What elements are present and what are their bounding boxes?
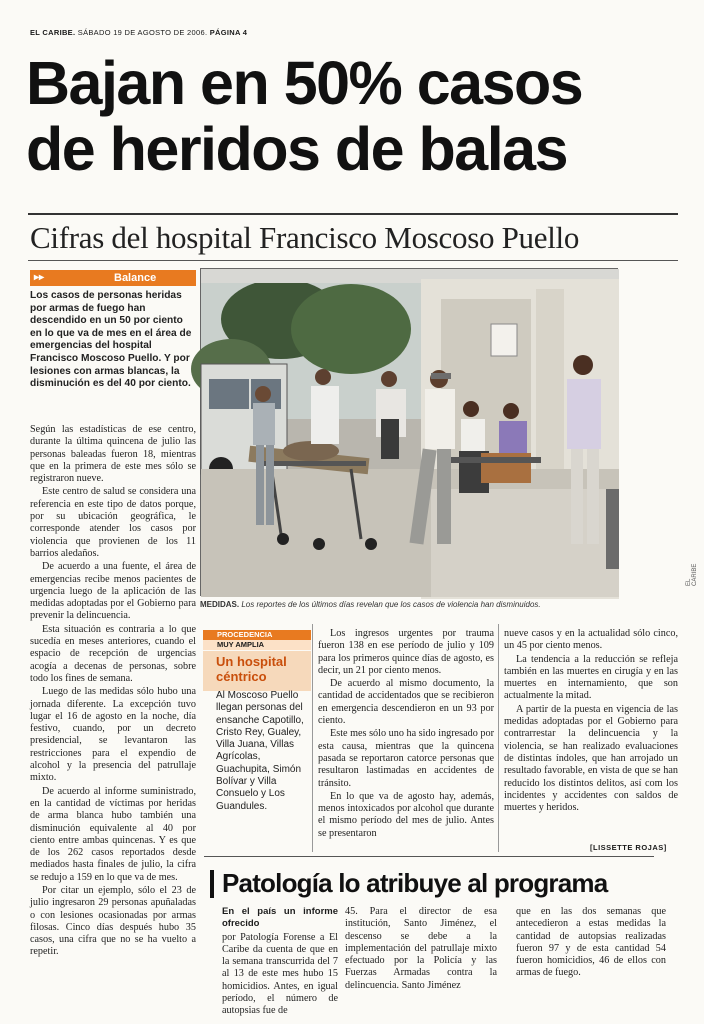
double-arrow-icon: ▸▸ <box>34 272 45 283</box>
paragraph: A partir de la puesta en vigencia de las medidas adoptadas por el Gobierno para contrarrestar la delincuencia y la violencia, se han realizado evaluaciones de distintas índoles, que han arrojado un resultado favorable, en vista de que se han reducido los distintos delitos, así com los incidentes y accidentes con saldos de muertes y heridos. <box>504 703 678 814</box>
article-column-4 <box>504 628 678 815</box>
paragraph: que en las dos semanas que antecedieron a estas medidas la cantidad de autopsias realizadas fueron 97 y de esta cantidad 54 fueron homicidios, 46 de ellos con armas de fuego. <box>516 906 666 979</box>
byline: [LISSETTE ROJAS] <box>590 843 667 852</box>
article-column-1 <box>30 424 196 960</box>
sidebar-tag: PROCEDENCIA <box>203 630 311 640</box>
news-photo <box>200 268 618 596</box>
masthead-date: SÁBADO 19 DE AGOSTO DE 2006. <box>77 28 208 37</box>
paragraph: Por citar un ejemplo, sólo el 23 de julio ingresaron 29 personas apuñaladas o con lesiones ocasionadas por armas filosas. Cinco días después hubo 35 casos, una cifra que no se ha vuelto a repetir. <box>30 884 196 958</box>
sidebar-text: Al Moscoso Puello llegan personas del ensanche Capotillo, Cristo Rey, Gualey, Villa Juana, Villas Agrícolas, Guachupita, Simón Bolívar y Villa Consuelo y Los Guandules. <box>216 690 304 812</box>
section-headline: Patología lo atribuye al programa <box>222 868 608 898</box>
photo-credit: EL CARIBE <box>686 563 698 586</box>
divider <box>204 856 654 857</box>
sidebar-subtag: MUY AMPLIA <box>203 640 311 650</box>
section-lead: En el país un informe ofrecido <box>222 906 338 930</box>
paragraph: En lo que va de agosto hay, además, menos intoxicados por alcohol que durante el mismo período del mes de julio. Antes se presentaron <box>318 790 494 839</box>
paragraph: nueve casos y en la actualidad sólo cinco, un 45 por ciento menos. <box>504 628 678 652</box>
masthead-page: PÁGINA 4 <box>209 28 248 37</box>
section-column-c <box>516 906 666 1002</box>
paragraph: Los ingresos urgentes por trauma fueron 138 en ese período de julio y 109 para los primeros quince días de agosto, es decir, un 21 por ciento menos. <box>318 628 494 676</box>
photo-caption-label: MEDIDAS. <box>200 600 240 609</box>
paragraph: Luego de las medidas sólo hubo una jornada diferente. La excepción tuvo lugar el 16 de agosto en la noche, día festivo, cuando, por un decreto presidencial, se levantaron las restricciones para el expendio de alcohol y la presencia del patrullaje mixto. <box>30 686 196 784</box>
balance-summary: Los casos de personas heridas por armas de fuego han descendido en un 50 por ciento en lo que va de mes en el área de emergencias del hospital Francisco Moscoso Puello. Y por lesiones con armas blancas, la disminución es del 40 por ciento. <box>30 290 192 390</box>
section-marker <box>210 870 214 898</box>
column-divider <box>312 624 313 852</box>
article-column-3 <box>318 628 494 841</box>
section-column-a <box>222 906 338 1017</box>
paragraph: 45. Para el director de esa institución, Santo Jiménez, el descenso se debe a la implementación del patrullaje mixto efectuado por la Policía y las Fuerzas Armadas contra la delincuencia. Santo Jiménez <box>345 906 497 991</box>
paragraph: De acuerdo a una fuente, el área de emergencias recibe menos pacientes de urgencia luego de la aplicación de las medidas adoptadas por el Gobierno para prevenir la delincuencia. <box>30 561 196 622</box>
masthead-paper: EL CARIBE. <box>30 28 76 37</box>
paragraph: Este mes sólo uno ha sido ingresado por esta causa, mientras que la quincena pasada se reportaron catorce personas que resultaron lastimadas en accidentes de tránsito. <box>318 728 494 789</box>
paragraph: Esta situación es contraria a lo que sucedía en meses anteriores, cuando el espacio de recepción de urgencias acogía a decenas de personas, sobre todo los fines de semana. <box>30 623 196 684</box>
paragraph: Según las estadísticas de ese centro, durante la última quincena de julio las personas baleadas fueron 18, mientras que en la primera de este mes sólo se registraron nueve. <box>30 424 196 485</box>
headline-line-1: Bajan en 50% casos <box>26 49 583 117</box>
subheadline: Cifras del hospital Francisco Moscoso Puello <box>30 220 580 255</box>
paragraph: por Patología Forense a El Caribe da cuenta de que en la semana transcurrida del 7 al 13 de este mes hubo 15 homicidios. Antes, en igual período, el número de autopsias fue de <box>222 931 338 1017</box>
column-divider <box>498 624 499 852</box>
photo-caption-text: Los reportes de los últimos días revelan que los casos de violencia han disminuidos. <box>241 600 541 609</box>
paragraph: La tendencia a la reducción se refleja también en las muertes en cirugía y en las muertes en internamiento, que son actualmente la mitad. <box>504 653 678 702</box>
headline-line-2: de heridos de balas <box>26 115 568 183</box>
paragraph: De acuerdo al informe suministrado, en la cantidad de víctimas por heridas de arma blanca hubo también una disminución equivalente al 40 por ciento entre ambas quincenas. Y es que de los 262 casos reportados desde mediados hasta finales de julio, la cifra se redujo a 159 en lo que va de mes. <box>30 785 196 883</box>
headline <box>26 50 686 182</box>
sidebar-title: Un hospital céntrico <box>216 654 287 684</box>
balance-label: Balance <box>114 272 157 284</box>
balance-label-bar <box>30 270 196 286</box>
section-column-b <box>345 906 497 1002</box>
masthead <box>30 28 670 37</box>
paragraph: Este centro de salud se considera una referencia en este tipo de datos porque, por su ubicación geográfica, le corresponde atender los casos por violencia que provienen de los 11 barrios aledaños. <box>30 486 196 559</box>
paragraph: De acuerdo al mismo documento, la cantidad de accidentados que se recibieron en emergencia descendieron en un 93 por ciento. <box>318 678 494 727</box>
divider <box>28 213 678 215</box>
photo-caption <box>200 600 620 610</box>
divider <box>28 260 678 261</box>
